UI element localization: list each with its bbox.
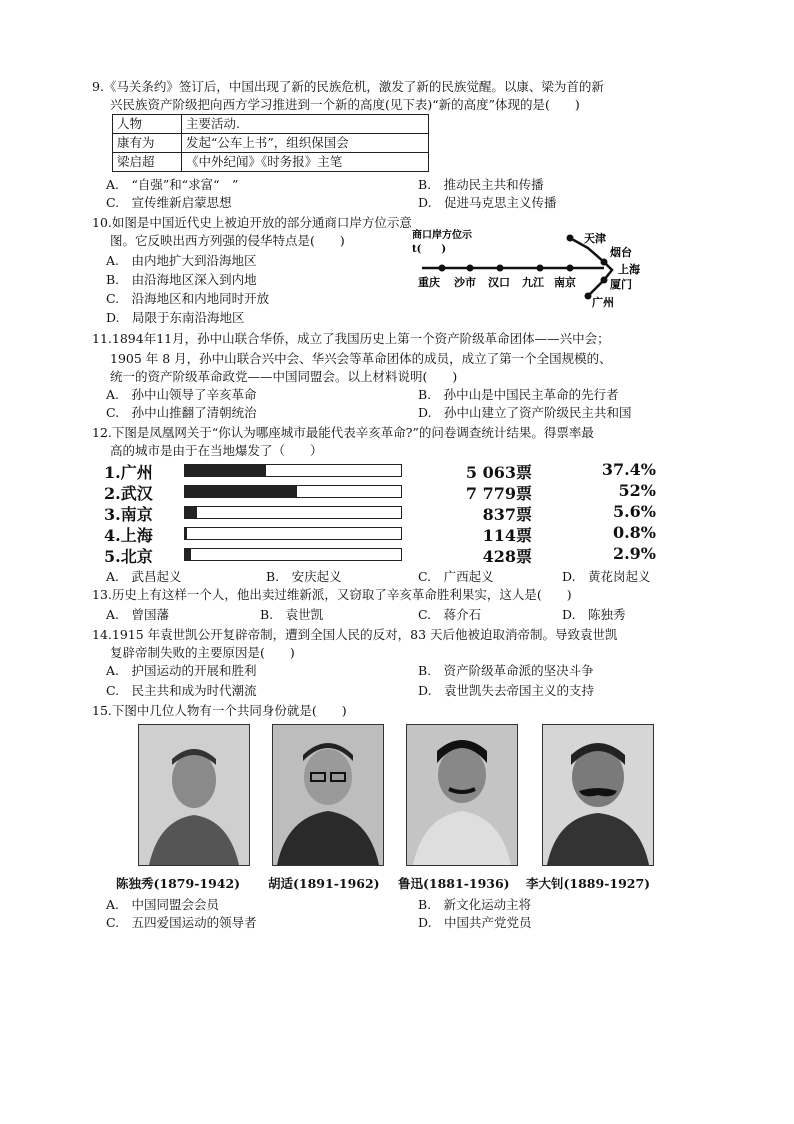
table-row [113, 153, 429, 172]
map-label-chongqing: 重庆 [418, 276, 440, 289]
dot-guangzhou [585, 293, 592, 300]
q12-option-b[interactable]: B. 安庆起义 [266, 569, 342, 584]
dot-tianjin [567, 235, 574, 242]
table-cell: 《中外纪闻》《时务报》主笔 [182, 153, 429, 172]
table-row [113, 115, 429, 134]
dot-jiujiang [537, 265, 544, 272]
poll-percent: 2.9% [612, 544, 656, 563]
poll-row [100, 523, 656, 545]
q11-stem-line3: 统一的资产阶级革命政党——中国同盟会。以上材料说明( ) [110, 369, 458, 384]
poll-results [100, 460, 656, 566]
dot-xiamen [601, 277, 608, 284]
table-cell: 人物 [113, 115, 182, 134]
q12-stem-line2: 高的城市是由于在当地爆发了（ ） [110, 443, 323, 458]
table-cell: 梁启超 [113, 153, 182, 172]
table-row [113, 134, 429, 153]
q13-option-a[interactable]: A. 曾国藩 [106, 607, 170, 622]
poll-votes: 7 779票 [465, 484, 532, 503]
q10-stem-line2: 图。它反映出西方列强的侵华特点是( ) [110, 233, 345, 248]
q14-stem-line2: 复辟帝制失败的主要原因是( ) [110, 645, 295, 660]
table-cell: 发起“公车上书”，组织保国会 [182, 134, 429, 153]
poll-percent: 0.8% [612, 523, 656, 542]
q11-option-d[interactable]: D. 孙中山建立了资产阶级民主共和国 [418, 405, 632, 420]
q13-option-b[interactable]: B. 袁世凯 [260, 607, 324, 622]
q10-option-b[interactable]: B. 由沿海地区深入到内地 [106, 272, 257, 287]
q11-option-b[interactable]: B. 孙中山是中国民主革命的先行者 [418, 387, 619, 402]
poll-bar-fill [185, 528, 187, 539]
q13-stem-line1: 13.历史上有这样一个人，他出卖过维新派，又窃取了辛亥革命胜利果实，这人是( ) [92, 587, 572, 602]
q12-stem-line1: 12.下图是凤凰网关于“你认为哪座城市最能代表辛亥革命?”的问卷调查统计结果。得票率最 [92, 425, 594, 440]
map-label-tianjin: 天津 [584, 232, 606, 245]
portrait-image [139, 725, 249, 865]
poll-bar-fill [185, 465, 266, 476]
poll-city: 1.广州 [104, 463, 153, 482]
poll-bar-fill [185, 549, 191, 560]
q13-option-c[interactable]: C. 蒋介石 [418, 607, 482, 622]
q9-stem-line1: 9.《马关条约》签订后，中国出现了新的民族危机，激发了新的民族觉醒。以康、梁为首的新 [92, 79, 604, 94]
q10-stem-line1: 10.如图是中国近代史上被迫开放的部分通商口岸方位示意 [92, 215, 412, 230]
q15-option-c[interactable]: C. 五四爱国运动的领导者 [106, 915, 257, 930]
map-label-xiamen: 厦门 [610, 278, 632, 291]
portrait-li-dazhao [542, 724, 654, 866]
poll-votes: 114票 [482, 526, 532, 545]
poll-row [100, 502, 656, 524]
poll-percent: 5.6% [612, 502, 656, 521]
poll-votes: 5 063票 [465, 463, 532, 482]
portrait-image [407, 725, 517, 865]
poll-bar-fill [185, 486, 297, 497]
q15-option-a[interactable]: A. 中国同盟会会员 [106, 897, 220, 912]
q13-option-d[interactable]: D. 陈独秀 [562, 607, 626, 622]
portrait-lu-xun [406, 724, 518, 866]
poll-percent: 37.4% [601, 460, 656, 479]
q12-option-a[interactable]: A. 武昌起义 [106, 569, 182, 584]
map-label-yantai: 烟台 [610, 246, 632, 259]
treaty-ports-map [412, 226, 652, 326]
dot-hankou [497, 265, 504, 272]
q10-option-a[interactable]: A. 由内地扩大到沿海地区 [106, 253, 257, 268]
q9-option-c[interactable]: C. 宣传维新启蒙思想 [106, 195, 232, 210]
portrait-image [543, 725, 653, 865]
table-cell: 主要活动. [182, 115, 429, 134]
q11-stem-line1: 11.1894年11月，孙中山联合华侨，成立了我国历史上第一个资产阶级革命团体——兴中会； [92, 331, 610, 346]
q15-option-d[interactable]: D. 中国共产党党员 [418, 915, 532, 930]
map-label-jiujiang: 九江 [522, 276, 544, 289]
portrait-hu-shi [272, 724, 384, 866]
q12-option-d[interactable]: D. 黄花岗起义 [562, 569, 651, 584]
q9-stem-line2: 兴民族资产阶级把向西方学习推进到一个新的高度(见下表)“新的高度”体现的是( ) [110, 97, 580, 112]
q11-option-a[interactable]: A. 孙中山领导了辛亥革命 [106, 387, 257, 402]
portrait-chen-duxiu [138, 724, 250, 866]
q14-option-b[interactable]: B. 资产阶级革命派的坚决斗争 [418, 663, 594, 678]
q14-stem-line1: 14.1915 年袁世凯公开复辟帝制，遭到全国人民的反对，83 天后他被迫取消帝制。导致袁世凯 [92, 627, 618, 642]
q11-option-c[interactable]: C. 孙中山推翻了清朝统治 [106, 405, 257, 420]
map-title: 商口岸方位示 [412, 230, 472, 241]
dot-chongqing [439, 265, 446, 272]
q9-option-b[interactable]: B. 推动民主共和传播 [418, 177, 544, 192]
poll-city: 4.上海 [104, 526, 153, 545]
dot-nanjing [567, 265, 574, 272]
caption-li-dazhao: 李大钊(1889-1927) [526, 876, 651, 891]
map-label-nanjing: 南京 [554, 276, 576, 289]
q15-stem-line1: 15.下图中几位人物有一个共同身份就是( ) [92, 703, 347, 718]
table-cell: 康有为 [113, 134, 182, 153]
poll-bar-fill [185, 507, 197, 518]
q14-option-c[interactable]: C. 民主共和成为时代潮流 [106, 683, 257, 698]
q10-option-c[interactable]: C. 沿海地区和内地同时开放 [106, 291, 270, 306]
poll-row [100, 544, 656, 566]
poll-city: 2.武汉 [104, 484, 153, 503]
poll-row [100, 460, 656, 482]
caption-hu-shi: 胡适(1891-1962) [268, 876, 380, 891]
map-label-hankou: 汉口 [488, 276, 510, 289]
portrait-image [273, 725, 383, 865]
caption-lu-xun: 鲁迅(1881-1936) [398, 876, 510, 891]
dot-yantai [601, 259, 608, 266]
q10-option-d[interactable]: D. 局限于东南沿海地区 [106, 310, 245, 325]
q9-table [112, 114, 429, 172]
poll-city: 3.南京 [104, 505, 153, 524]
poll-votes: 428票 [482, 547, 532, 566]
map-title2: t( ) [412, 244, 447, 255]
poll-row [100, 481, 656, 503]
poll-votes: 837票 [482, 505, 532, 524]
map-label-shanghai: 上海 [618, 263, 640, 276]
q11-stem-line2: 1905 年 8 月，孙中山联合兴中会、华兴会等革命团体的成员，成立了第一个全国规模的、 [110, 351, 612, 366]
q9-option-a[interactable]: A. “自强”和“求富“ ” [106, 177, 239, 192]
q15-option-b[interactable]: B. 新文化运动主将 [418, 897, 532, 912]
poll-city: 5.北京 [104, 547, 153, 566]
caption-chen-duxiu: 陈独秀(1879-1942) [116, 876, 241, 891]
q14-option-a[interactable]: A. 护国运动的开展和胜利 [106, 663, 257, 678]
map-label-guangzhou: 广州 [592, 296, 614, 309]
poll-percent: 52% [618, 481, 656, 500]
q12-option-c[interactable]: C. 广西起义 [418, 569, 494, 584]
map-label-shashi: 沙市 [454, 276, 476, 289]
q9-option-d[interactable]: D. 促进马克思主义传播 [418, 195, 557, 210]
q14-option-d[interactable]: D. 袁世凯失去帝国主义的支持 [418, 683, 595, 698]
dot-shashi [467, 265, 474, 272]
